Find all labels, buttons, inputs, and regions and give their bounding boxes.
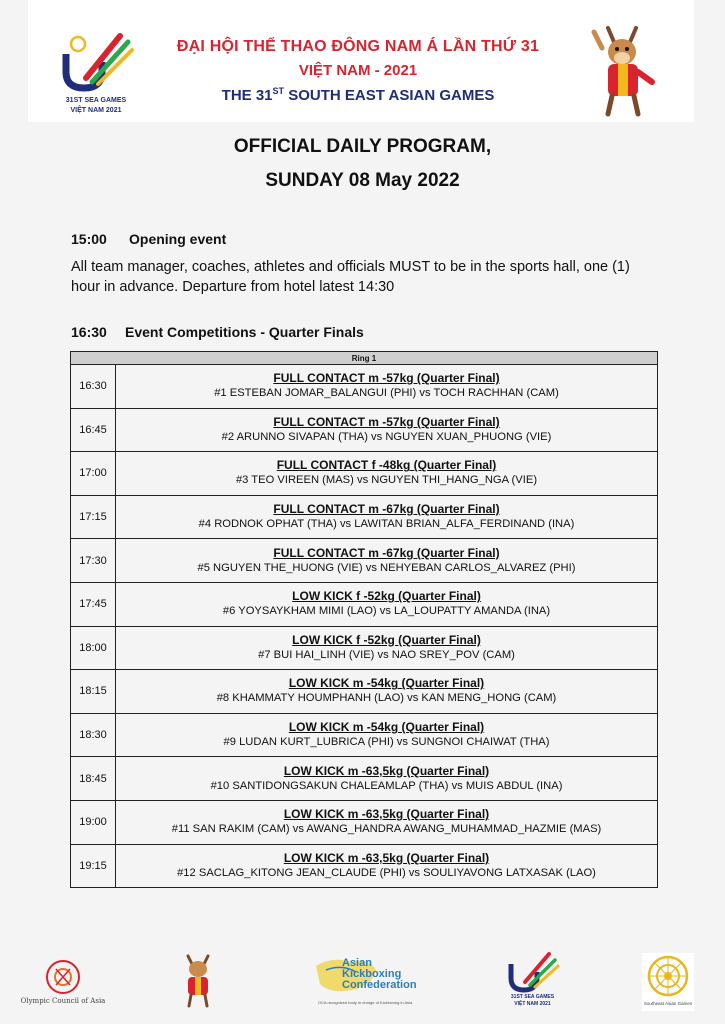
banner-subtitle: VIỆT NAM - 2021: [298, 62, 418, 79]
bout-row: [71, 452, 658, 496]
bout-match: #4 RODNOK OPHAT (THA) vs LAWITAN BRIAN_ALFA_FERDINAND (INA): [198, 518, 575, 531]
bout-time: 17:00: [71, 452, 116, 496]
bout-match: #12 SACLAG_KITONG JEAN_CLAUDE (PHI) vs SOULIYAVONG LATXASAK (LAO): [177, 866, 596, 879]
bout-time: 17:45: [71, 582, 116, 626]
ring-header: Ring 1: [71, 352, 658, 365]
bout-match: #9 LUDAN KURT_LUBRICA (PHI) vs SUNGNOI CHAIWAT (THA): [223, 736, 550, 749]
akc-subtitle: OCA recognized body in charge of Kickboxing in Asia: [318, 1000, 413, 1005]
mascot-image: [588, 22, 668, 120]
competitions-heading: [71, 324, 364, 340]
bout-event: LOW KICK m -63,5kg (Quarter Final): [283, 850, 490, 865]
bout-event: FULL CONTACT m -57kg (Quarter Final): [273, 414, 500, 429]
sea-games-logo-caption: 31ST SEA GAMES VIỆT NAM 2021: [65, 97, 127, 114]
bout-event: LOW KICK m -63,5kg (Quarter Final): [283, 807, 490, 822]
bout-match: #1 ESTEBAN JOMAR_BALANGUI (PHI) vs TOCH RACHHAN (CAM): [214, 387, 559, 400]
bout-match: #11 SAN RAKIM (CAM) vs AWANG_HANDRA AWANG_MUHAMMAD_HAZMIE (MAS): [171, 823, 602, 836]
bout-match: #6 YOYSAYKHAM MIMI (LAO) vs LA_LOUPATTY AMANDA (INA): [222, 605, 551, 618]
bout-event: LOW KICK f -52kg (Quarter Final): [292, 589, 481, 604]
bout-details: [116, 365, 658, 409]
bout-details: [116, 539, 658, 583]
bout-row: [71, 495, 658, 539]
bout-match: #8 KHAMMATY HOUMPHANH (LAO) vs KAN MENG_HONG (CAM): [216, 692, 557, 705]
bout-row: [71, 670, 658, 714]
opening-label: Opening event: [129, 231, 227, 247]
bout-row: [71, 365, 658, 409]
page-date: SUNDAY 08 May 2022: [265, 170, 460, 191]
bout-details: [116, 582, 658, 626]
seag-caption: Southeast Asian Games: [643, 1001, 693, 1006]
opening-time: 15:00: [71, 231, 107, 247]
bout-row: [71, 626, 658, 670]
competitions-label: Event Competitions - Quarter Finals: [125, 324, 364, 340]
oca-caption: Olympic Council of Asia: [20, 997, 106, 1005]
mascot-small-image: [178, 952, 222, 1008]
bout-time: 16:45: [71, 408, 116, 452]
bout-details: [116, 452, 658, 496]
schedule-table: [70, 351, 658, 888]
bout-event: LOW KICK m -63,5kg (Quarter Final): [283, 763, 490, 778]
bout-time: 19:15: [71, 844, 116, 888]
bout-time: 16:30: [71, 365, 116, 409]
bout-match: #3 TEO VIREEN (MAS) vs NGUYEN THI_HANG_NGA (VIE): [235, 474, 538, 487]
bout-row: [71, 757, 658, 801]
bout-time: 19:00: [71, 800, 116, 844]
bout-time: 18:00: [71, 626, 116, 670]
bout-row: [71, 582, 658, 626]
bout-details: [116, 670, 658, 714]
bout-details: [116, 713, 658, 757]
bout-event: FULL CONTACT m -67kg (Quarter Final): [273, 502, 500, 517]
bout-event: LOW KICK m -54kg (Quarter Final): [288, 720, 485, 735]
bout-row: [71, 844, 658, 888]
akc-name: Asian Kickboxing Confederation: [342, 957, 417, 991]
seag-federation-logo: [642, 953, 694, 1011]
oca-logo: [18, 955, 108, 1010]
opening-event-heading: [71, 231, 226, 247]
bout-event: FULL CONTACT m -57kg (Quarter Final): [273, 371, 500, 386]
sea-games-logo-small: [505, 952, 560, 1010]
banner-title-english: THE 31ST SOUTH EAST ASIAN GAMES: [221, 86, 495, 104]
bout-time: 18:15: [71, 670, 116, 714]
header-banner: [28, 0, 694, 122]
bout-row: [71, 800, 658, 844]
sea-games-logo: [58, 32, 148, 118]
bout-event: FULL CONTACT m -67kg (Quarter Final): [273, 545, 500, 560]
bout-match: #10 SANTIDONGSAKUN CHALEAMLAP (THA) vs MUIS ABDUL (INA): [210, 779, 563, 792]
bout-row: [71, 713, 658, 757]
bout-time: 17:15: [71, 495, 116, 539]
sea-games-small-caption: 31ST SEA GAMES VIỆT NAM 2021: [510, 994, 555, 1007]
bout-details: [116, 800, 658, 844]
page-title: OFFICIAL DAILY PROGRAM,: [233, 136, 492, 157]
bout-details: [116, 626, 658, 670]
banner-title-vietnamese: ĐẠI HỘI THỂ THAO ĐÔNG NAM Á LẦN THỨ 31: [176, 38, 540, 55]
bout-time: 18:45: [71, 757, 116, 801]
bout-row: [71, 408, 658, 452]
bout-match: #2 ARUNNO SIVAPAN (THA) vs NGUYEN XUAN_PHUONG (VIE): [221, 430, 552, 443]
bout-event: LOW KICK f -52kg (Quarter Final): [292, 632, 481, 647]
bout-details: [116, 844, 658, 888]
bout-details: [116, 408, 658, 452]
bout-event: LOW KICK m -54kg (Quarter Final): [288, 676, 485, 691]
bout-event: FULL CONTACT f -48kg (Quarter Final): [276, 458, 497, 473]
opening-instructions: All team manager, coaches, athletes and officials MUST to be in the sports hall, one (1) hour in advance. Departure from hotel latest 14:30: [71, 259, 630, 295]
akc-logo: [312, 952, 442, 1010]
bout-details: [116, 757, 658, 801]
bout-time: 17:30: [71, 539, 116, 583]
competitions-time: 16:30: [71, 324, 107, 340]
bout-details: [116, 495, 658, 539]
bout-time: 18:30: [71, 713, 116, 757]
bout-match: #7 BUI HAI_LINH (VIE) vs NAO SREY_POV (CAM): [258, 648, 515, 661]
bout-row: [71, 539, 658, 583]
bout-match: #5 NGUYEN THE_HUONG (VIE) vs NEHYEBAN CARLOS_ALVAREZ (PHI): [197, 561, 576, 574]
